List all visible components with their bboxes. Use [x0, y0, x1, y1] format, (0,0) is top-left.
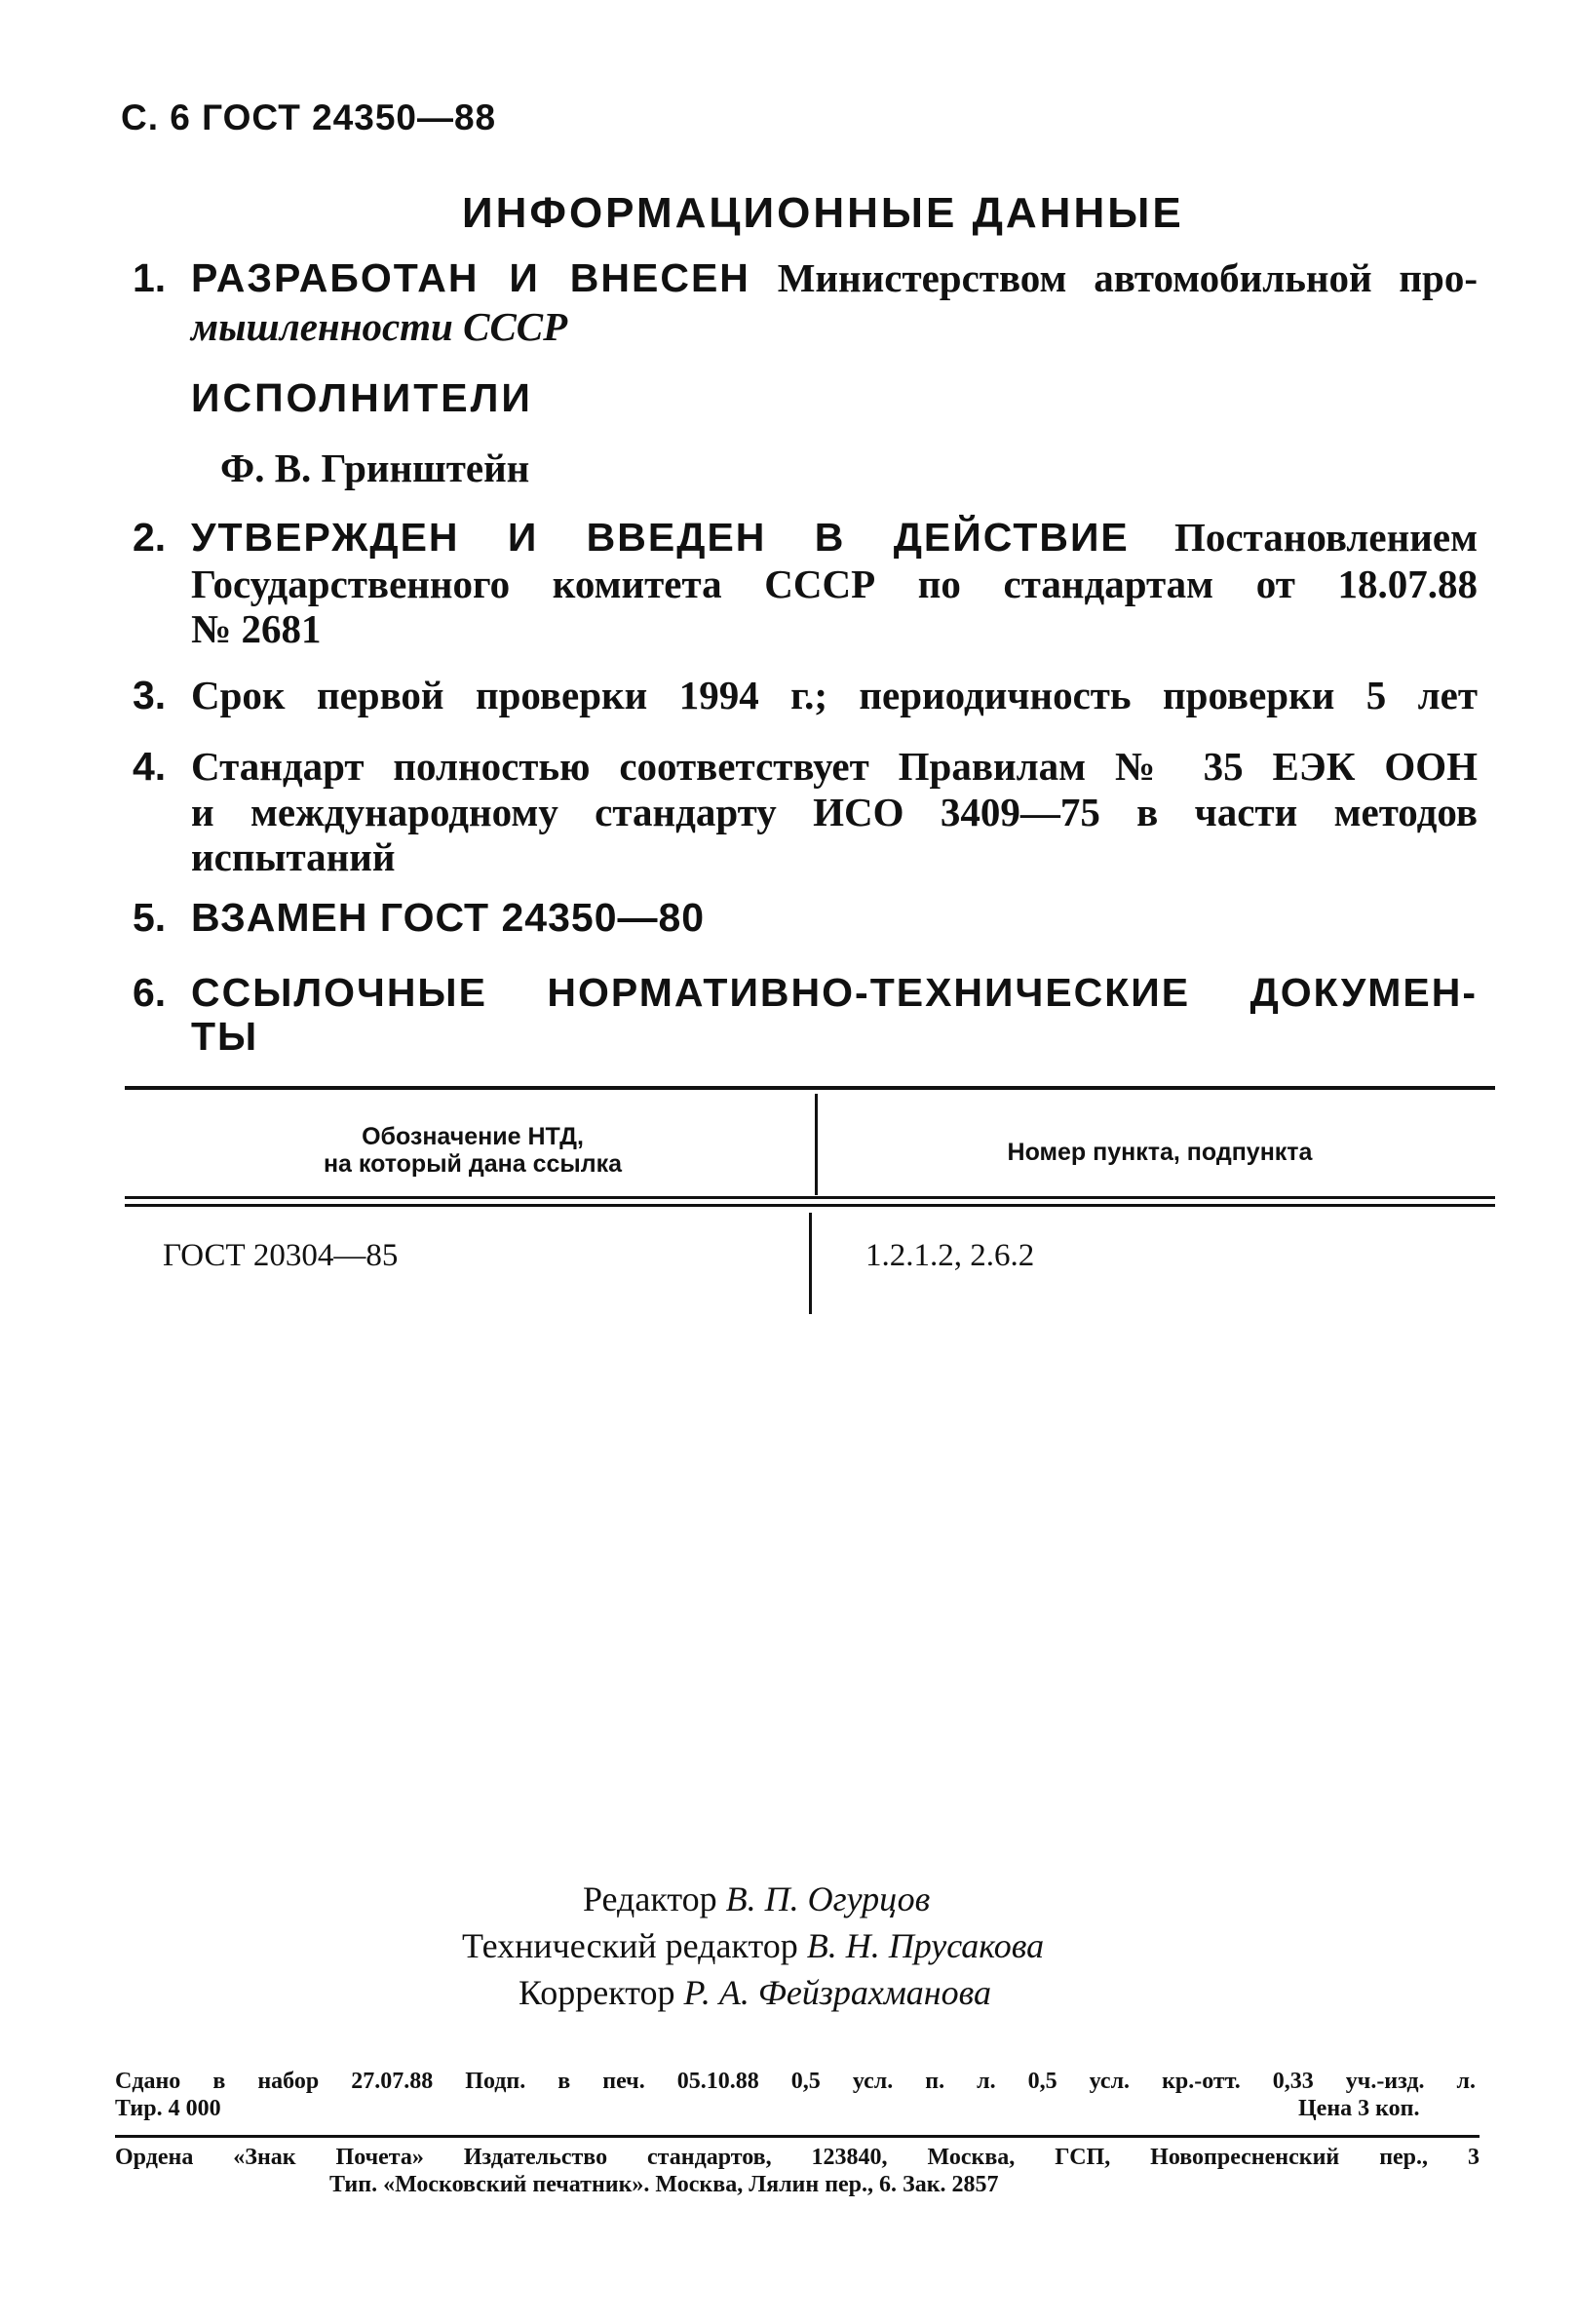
imprint-publisher: Ордена «Знак Почета» Издательство стандартов, 123840, Москва, ГСП, Новопресненский пер., 3 — [115, 2145, 1480, 2170]
item-number-3: 3. — [133, 673, 167, 717]
item-number-4: 4. — [133, 744, 167, 789]
item-1-text: Министерством автомобильной про- — [777, 255, 1478, 300]
item-1-line-1 — [191, 255, 1478, 300]
item-2-line-1 — [191, 515, 1478, 560]
credit-editor — [583, 1876, 930, 1922]
imprint-printer: Тип. «Московский печатник». Москва, Лялин пер., 6. Зак. 2857 — [329, 2172, 999, 2197]
item-2-line-2: Государственного комитета СССР по стандартам от 18.07.88 — [191, 562, 1478, 606]
credit-tech-editor-name: В. Н. Прусакова — [806, 1926, 1045, 1965]
table-header-divider — [815, 1094, 818, 1195]
table-row-clause: 1.2.1.2, 2.6.2 — [865, 1238, 1035, 1273]
item-1-lead: РАЗРАБОТАН И ВНЕСЕН — [191, 255, 750, 300]
table-top-rule — [125, 1086, 1495, 1090]
credit-proofreader — [519, 1969, 991, 2016]
table-row-ntd: ГОСТ 20304—85 — [163, 1238, 399, 1273]
table-header-rule-1 — [125, 1196, 1495, 1199]
table-body-divider — [809, 1213, 812, 1314]
item-2-line-3: № 2681 — [191, 606, 322, 651]
section-title: ИНФОРМАЦИОННЫЕ ДАННЫЕ — [462, 189, 1184, 237]
item-4-line-1: Стандарт полностью соответствует Правилам № 35 ЕЭК ООН — [191, 744, 1478, 789]
credit-editor-name: В. П. Огурцов — [725, 1879, 931, 1918]
item-3-text: Срок первой проверки 1994 г.; периодичность проверки 5 лет — [191, 673, 1478, 717]
credit-tech-editor-label: Технический редактор — [462, 1926, 798, 1965]
item-1-line-2: мышленности СССР — [191, 304, 568, 349]
item-5-text: ВЗАМЕН ГОСТ 24350—80 — [191, 895, 706, 940]
credit-tech-editor — [462, 1922, 1044, 1969]
item-number-2: 2. — [133, 515, 167, 560]
page-header: С. 6 ГОСТ 24350—88 — [121, 97, 497, 137]
table-header-clause: Номер пункта, подпункта — [1007, 1139, 1313, 1166]
executor-name: Ф. В. Гринштейн — [220, 445, 530, 490]
imprint-price: Цена 3 коп. — [1298, 2096, 1420, 2121]
credit-proofreader-name: Р. А. Фейзрахманова — [683, 1973, 992, 2012]
credit-editor-label: Редактор — [583, 1879, 717, 1918]
credit-proofreader-label: Корректор — [519, 1973, 675, 2012]
table-header-ntd-line-2: на который дана ссылка — [323, 1150, 623, 1178]
item-number-5: 5. — [133, 895, 167, 940]
item-2-lead: УТВЕРЖДЕН И ВВЕДЕН В ДЕЙСТВИЕ — [191, 515, 1130, 560]
item-number-6: 6. — [133, 970, 167, 1015]
item-6-line-2: ТЫ — [191, 1014, 259, 1059]
imprint-circulation: Тир. 4 000 — [115, 2096, 221, 2121]
imprint-rule — [115, 2135, 1480, 2138]
table-header-ntd-line-1: Обозначение НТД, — [362, 1123, 584, 1150]
item-4-line-3: испытаний — [191, 834, 396, 879]
executors-heading: ИСПОЛНИТЕЛИ — [191, 375, 533, 420]
table-header-ntd — [156, 1123, 789, 1178]
item-2-text: Постановлением — [1174, 515, 1479, 560]
item-4-line-2: и международному стандарту ИСО 3409—75 в части методов — [191, 790, 1478, 834]
imprint-line-1: Сдано в набор 27.07.88 Подп. в печ. 05.10.88 0,5 усл. п. л. 0,5 усл. кр.-отт. 0,33 уч.-изд. л. — [115, 2069, 1476, 2094]
item-6-line-1: ССЫЛОЧНЫЕ НОРМАТИВНО-ТЕХНИЧЕСКИЕ ДОКУМЕН- — [191, 970, 1478, 1015]
item-number-1: 1. — [133, 255, 167, 300]
table-header-rule-2 — [125, 1204, 1495, 1207]
